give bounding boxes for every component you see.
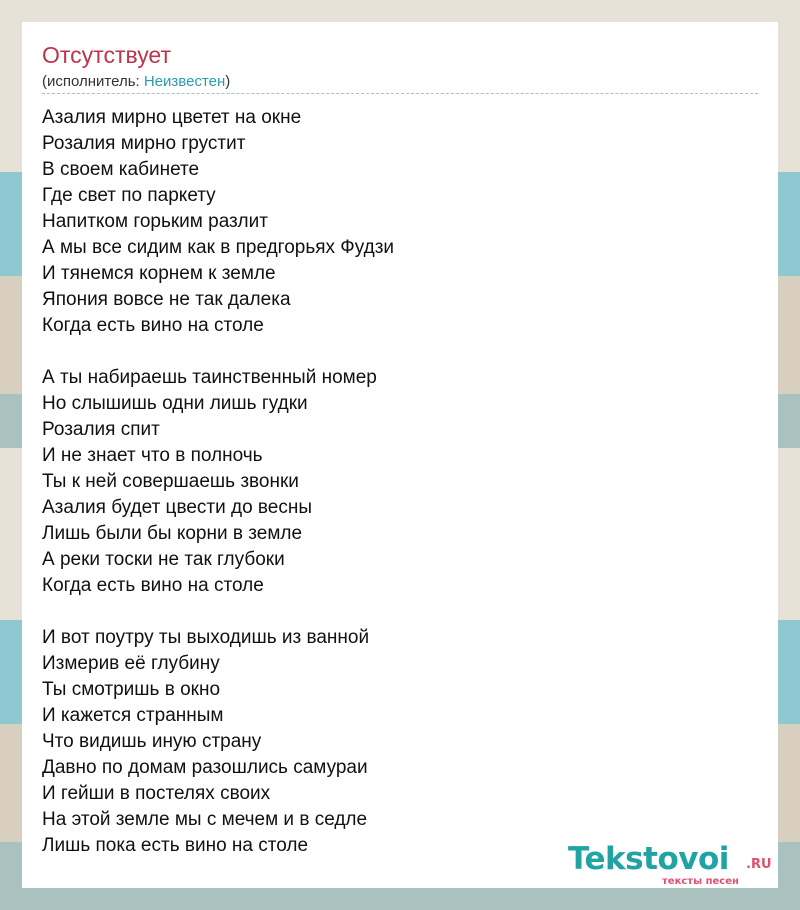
stanza — [42, 365, 394, 599]
logo-wordmark: Tekstovoi — [568, 841, 729, 877]
lyric-line: Ты к ней совершаешь звонки — [42, 471, 299, 492]
lyric-line: В своем кабинете — [42, 159, 200, 180]
stanza — [42, 105, 394, 339]
lyric-line: Лишь были бы корни в земле — [42, 523, 303, 544]
lyric-line: Япония вовсе не так далека — [42, 289, 291, 310]
lyric-line: Где свет по паркету — [42, 185, 216, 206]
lyric-line: И вот поутру ты выходишь из ванной — [42, 627, 370, 648]
artist-link[interactable]: Неизвестен — [143, 73, 226, 90]
lyric-line: Азалия будет цвести до весны — [42, 497, 313, 518]
logo-tagline: тексты песен — [662, 876, 739, 887]
lyric-line: Ты смотришь в окно — [42, 679, 221, 700]
lyrics-text — [42, 105, 394, 859]
lyric-line: Розалия мирно грустит — [42, 133, 246, 154]
lyric-line: А ты набираешь таинственный номер — [42, 367, 377, 388]
lyric-line: И тянемся корнем к земле — [42, 263, 276, 284]
lyric-line: Лишь пока есть вино на столе — [42, 835, 309, 856]
lyric-line: Напитком горьким разлит — [42, 211, 268, 232]
lyric-line: И гейши в постелях своих — [42, 783, 271, 804]
artist-suffix: ) — [225, 73, 231, 90]
lyric-line: На этой земле мы с мечем и в седле — [42, 809, 368, 830]
lyric-line: Но слышишь одни лишь гудки — [42, 393, 308, 414]
stanza — [42, 625, 394, 859]
lyric-line: Розалия спит — [42, 419, 160, 440]
lyric-line: Когда есть вино на столе — [42, 575, 264, 596]
site-logo[interactable] — [568, 841, 778, 888]
lyric-line: И не знает что в полночь — [42, 445, 263, 466]
artist-line — [42, 74, 230, 89]
lyric-line: Когда есть вино на столе — [42, 315, 264, 336]
lyric-line: Измерив её глубину — [42, 653, 220, 674]
lyric-line: И кажется странным — [42, 705, 224, 726]
lyric-line: А реки тоски не так глубоки — [42, 549, 285, 570]
lyric-line: А мы все сидим как в предгорьях Фудзи — [42, 237, 395, 258]
title-divider — [42, 93, 758, 94]
lyric-line: Что видишь иную страну — [42, 731, 262, 752]
song-title: Отсутствует — [42, 42, 171, 68]
artist-prefix: (исполнитель: — [42, 73, 144, 90]
lyrics-card — [22, 22, 778, 888]
logo-tld: .RU — [746, 857, 772, 872]
lyric-line: Азалия мирно цветет на окне — [42, 107, 302, 128]
lyric-line: Давно по домам разошлись самураи — [42, 757, 368, 778]
